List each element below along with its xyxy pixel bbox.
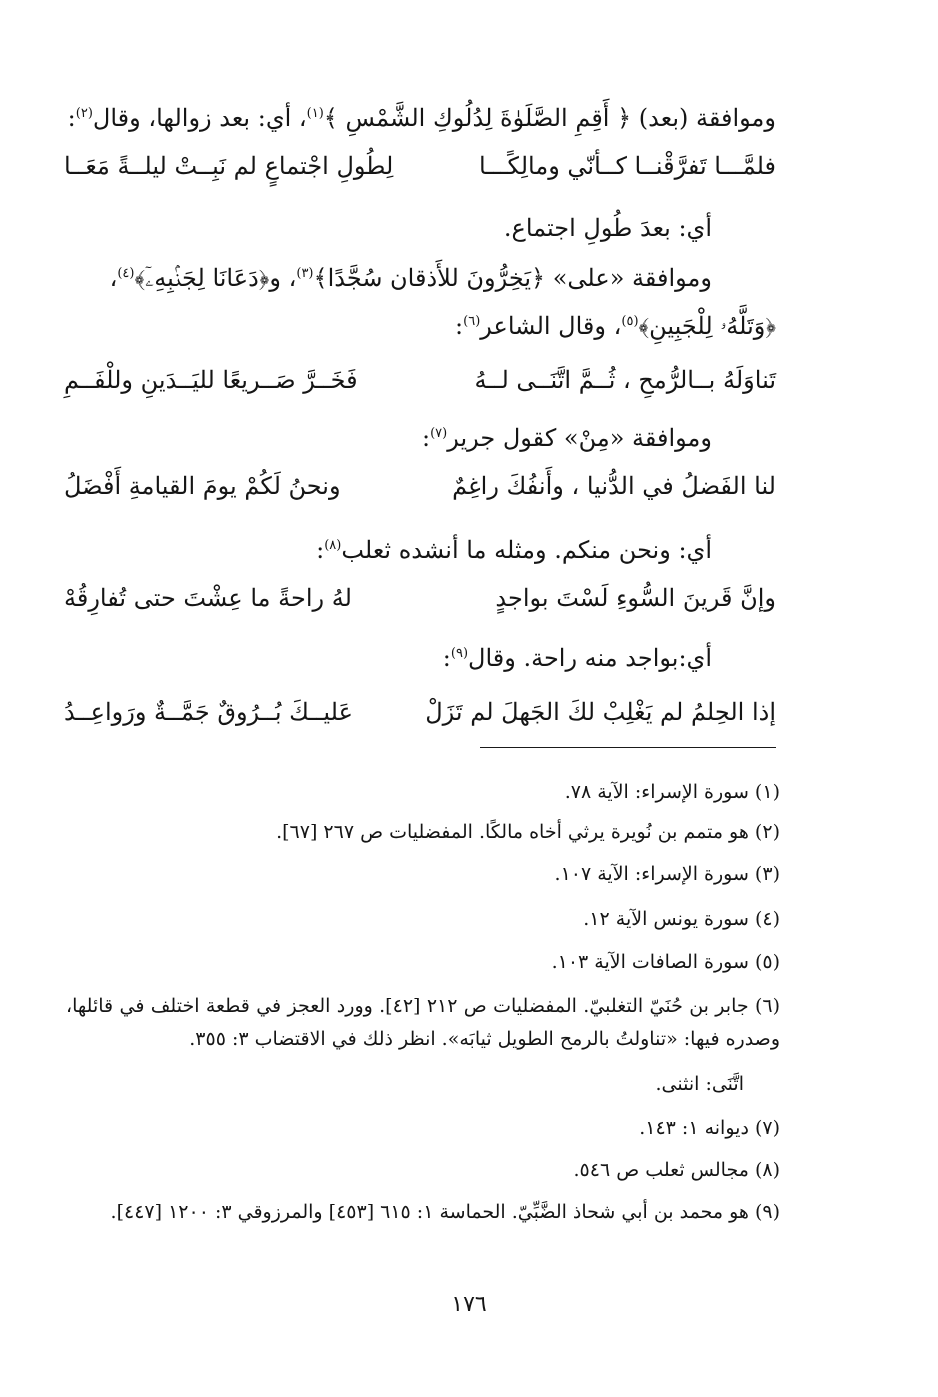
verse-line-5 xyxy=(64,692,776,732)
verse-hemistich-first: وإنَّ قَرينَ السُّوءِ لَسْتَ بواجدٍ xyxy=(495,584,776,612)
footnote-1: (١) سورة الإسراء: الآية ٧٨. xyxy=(564,781,780,803)
text-segment: ، وقال الشاعر xyxy=(480,312,622,340)
text-segment: : xyxy=(316,536,325,564)
footnote-divider xyxy=(480,747,776,748)
footnote-ref: (٧) xyxy=(430,426,448,441)
footnote-ref: (٥) xyxy=(621,314,639,329)
footnote-7: (٧) ديوانه ١: ١٤٣. xyxy=(639,1117,780,1139)
footnote-ref: (٨) xyxy=(324,538,342,553)
footnote-6-gloss: اتَّنَى: انثنى. xyxy=(655,1073,744,1095)
footnote-9: (٩) هو محمد بن أبي شحاذ الضَّبِّيّ. الحماسة ١: ٦١٥ [٤٥٣] والمرزوقي ٣: ١٢٠٠ [٤٤٧]. xyxy=(110,1201,780,1223)
paragraph-line-4 xyxy=(70,306,776,346)
text-segment: ﴿وَتَلَّهُۥ لِلْجَبِينِ﴾ xyxy=(638,312,776,340)
footnote-3: (٣) سورة الإسراء: الآية ١٠٧. xyxy=(554,863,780,885)
verse-hemistich-second: عَليــكَ بُــرُوقٌ جَمَّــةٌ ورَواعِــدُ xyxy=(64,698,353,726)
footnote-5: (٥) سورة الصافات الآية ١٠٣. xyxy=(551,951,780,973)
verse-line-3 xyxy=(64,466,776,506)
text-segment: : xyxy=(421,424,431,452)
text-segment: أي:بواجد منه راحة. وقال xyxy=(468,644,712,672)
verse-hemistich-first: إذا الحِلمُ لم يَغْلِبْ لكَ الجَهلَ لم تَزَلْ xyxy=(425,698,776,726)
verse-hemistich-second: لهُ راحةً ما عِشْتَ حتى تُفارِقُهْ xyxy=(64,584,352,612)
page-number: ١٧٦ xyxy=(451,1292,487,1317)
verse-hemistich-second: فَخَــرَّ صَــريعًا لليَــدَينِ وللْفَــمِ xyxy=(64,366,358,394)
verse-hemistich-first: تَناوَلَهُ بــالرُّمحِ ، ثُــمَّ اتَّنَــى لــهُ xyxy=(474,366,776,394)
verse-line-1 xyxy=(64,146,776,186)
footnote-ref: (٦) xyxy=(463,314,481,329)
footnote-4: (٤) سورة يونس الآية ١٢. xyxy=(583,908,780,930)
verse-hemistich-second: لِطُولِ اجْتماعٍ لم نَبِــتْ ليلــةً مَعَــا xyxy=(64,152,394,180)
paragraph-line-1 xyxy=(67,98,776,138)
footnote-ref: (٩) xyxy=(450,646,469,661)
verse-hemistich-second: ونحنُ لَكُمْ يومَ القيامةِ أَفْضَلُ xyxy=(64,472,341,500)
footnote-ref: (٤) xyxy=(117,266,135,281)
paragraph-line-3 xyxy=(70,258,712,298)
footnote-2: (٢) هو متمم بن نُويرة يرثي أخاه مالكًا. المفضليات ص ٢٦٧ [٦٧]. xyxy=(276,821,780,843)
text-segment: أي: ونحن منكم. ومثله ما أنشده ثعلب xyxy=(341,536,712,564)
verse-hemistich-first: لنا الفَضلُ في الدُّنيا ، وأَنفُكَ راغِمٌ xyxy=(452,472,776,500)
text-segment: : xyxy=(67,104,76,132)
footnote-8: (٨) مجالس ثعلب ص ٥٤٦. xyxy=(573,1159,780,1181)
text-segment: ، أي: بعد زوالها، وقال xyxy=(92,104,307,132)
text-segment: : xyxy=(442,644,451,672)
paragraph-line-7 xyxy=(70,638,712,678)
text-segment: : xyxy=(455,312,464,340)
paragraph-line-6 xyxy=(70,530,712,570)
paragraph-line-5 xyxy=(70,418,712,458)
text-segment: وموافقة «على» ﴿يَخِرُّونَ للأَذقان سُجَّدًا﴾ xyxy=(313,264,712,292)
verse-line-2 xyxy=(64,360,776,400)
text-segment: وموافقة (بعد) ﴿ أَقِمِ الصَّلَوٰةَ لِدُلُوكِ الشَّمْسِ ﴾ xyxy=(323,104,776,132)
footnote-ref: (٢) xyxy=(75,106,93,121)
text-segment: ، xyxy=(109,264,118,292)
footnote-ref: (١) xyxy=(306,106,324,121)
text-segment: ، و﴿دَعَانَا لِجَنۢبِهِۦٓ﴾ xyxy=(134,264,297,292)
footnote-ref: (٣) xyxy=(296,266,314,281)
paragraph-line-2: أي: بعدَ طُولِ اجتماع. xyxy=(503,214,712,242)
text-segment: وموافقة «مِنْ» كقول جرير xyxy=(447,424,712,452)
footnote-6: (٦) جابر بن حُنَيّ التغلبيّ. المفضليات ص ٢١٢ [٤٢]. وورد العجز في قطعة اختلف في قائلها، وصدره فيها: «تناولتُ بالرمح الطويل ثيابَه». انظر ذلك في الاقتضاب ٣: ٣٥٥. xyxy=(66,995,781,1050)
verse-hemistich-first: فلمَّـــا تَفرَّقْنــا كــأنّي ومالِكًـــا xyxy=(479,152,776,180)
verse-line-4 xyxy=(64,578,776,618)
